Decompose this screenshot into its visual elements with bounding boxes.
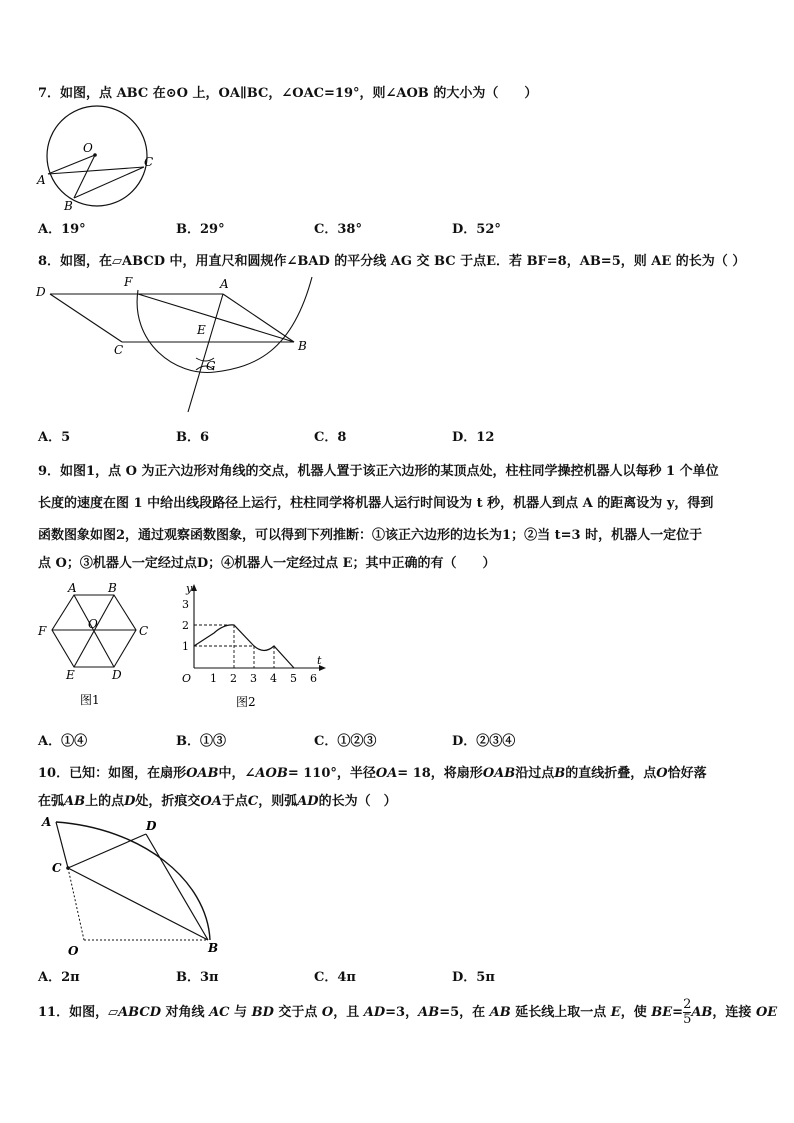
q11-text-21: ，连接 <box>712 1005 756 1020</box>
q9-function-curve <box>194 625 294 668</box>
q10-label-o: O <box>68 944 79 958</box>
q10-label-d: D <box>146 819 157 833</box>
q9-origin-label: O <box>182 672 192 685</box>
q10-text-1j: B <box>554 766 566 781</box>
q10-text-2b: AB <box>64 794 86 809</box>
q10-stem-line-2 <box>38 790 397 809</box>
q11-text-3: 对角线 <box>161 1005 210 1020</box>
q10-text-1m: 恰好落 <box>667 766 707 781</box>
q9-xtick-6: 6 <box>310 672 317 685</box>
q10-text-1f: OA <box>375 766 398 781</box>
q10-option-c: C．4π <box>314 970 356 985</box>
q11-text-20: AB <box>691 1005 713 1020</box>
q10-stem-line-1 <box>38 762 707 781</box>
q9-figure-2 <box>172 578 332 712</box>
q9-ytick-1: 1 <box>182 640 189 653</box>
q11-text-7: 交于点 <box>273 1005 322 1020</box>
q11-text-12: AB <box>418 1005 440 1020</box>
q7-figure <box>30 100 170 212</box>
q9-label-a: A <box>68 581 77 595</box>
q10-text-2i: ，则弧 <box>258 794 298 809</box>
q11-text-11: =3， <box>385 1005 419 1020</box>
q9-xtick-4: 4 <box>270 672 277 685</box>
q7-label-o: O <box>83 141 93 155</box>
q8-option-c: C．8 <box>314 430 347 445</box>
q9-label-f: F <box>38 624 47 638</box>
q11-text-16: E <box>610 1005 621 1020</box>
q10-segment-cd <box>68 834 146 868</box>
q10-option-d: D．5π <box>452 970 495 985</box>
q7-option-b: B．29° <box>176 222 225 237</box>
q7-option-a: A．19° <box>38 222 86 237</box>
q8-label-c: C <box>114 343 124 357</box>
q10-text-1a: 10．已知：如图，在扇形 <box>38 766 187 781</box>
q10-text-1b: OAB <box>186 766 219 781</box>
q10-text-1i: 沿过点 <box>515 766 555 781</box>
q11-text-22: OE <box>755 1005 778 1020</box>
q7-center-dot <box>93 153 97 157</box>
q7-segment-ob <box>74 155 95 198</box>
q11-text-4: AC <box>209 1005 230 1020</box>
q8-label-d: D <box>36 285 46 299</box>
q9-stem-line-3: 函数图象如图2，通过观察函数图象，可以得到下列推断：①该正六边形的边长为1；②当 t=3 时，机器人一定位于 <box>38 528 703 543</box>
q9-ytick-3: 3 <box>182 598 189 611</box>
q9-xtick-5: 5 <box>290 672 297 685</box>
q11-text-6: BD <box>251 1005 274 1020</box>
q11-text-13: =5，在 <box>439 1005 490 1020</box>
q9-y-axis-label: y <box>186 582 193 595</box>
q10-label-a: A <box>42 815 52 829</box>
q10-segment-co-dotted <box>68 868 84 940</box>
q9-option-c: C．①②③ <box>314 734 377 749</box>
q7-circle <box>47 106 147 206</box>
q11-text-14: AB <box>489 1005 511 1020</box>
q8-option-a: A．5 <box>38 430 71 445</box>
q9-stem-line-1: 9．如图1，点 O 为正六边形对角线的交点，机器人置于该正六边形的某顶点处，柱柱同学操控机器人以每秒 1 个单位 <box>38 464 719 479</box>
q10-point-c <box>66 866 70 870</box>
q8-option-d: D．12 <box>452 430 495 445</box>
q11-fraction-denominator: 5 <box>683 1012 692 1027</box>
q8-side-ab <box>223 294 294 342</box>
q11-text-8: O <box>321 1005 334 1020</box>
q10-text-2e: 处，折痕交 <box>135 794 201 809</box>
q10-text-2a: 在弧 <box>38 794 65 809</box>
q9-option-d: D．②③④ <box>452 734 516 749</box>
q9-stem-line-2: 长度的速度在图 1 中给出线段路径上运行，柱柱同学将机器人运行时间设为 t 秒，机器人到点 A 的距离设为 y，得到 <box>38 496 714 511</box>
q11-text-5: 与 <box>229 1005 252 1020</box>
q10-label-b: B <box>208 941 219 955</box>
q9-xtick-1: 1 <box>210 672 217 685</box>
q9-option-b: B．①③ <box>176 734 226 749</box>
q10-text-2h: C <box>247 794 259 809</box>
q7-option-d: D．52° <box>452 222 501 237</box>
q9-xtick-3: 3 <box>250 672 257 685</box>
q10-option-b: B．3π <box>176 970 219 985</box>
q8-construction-arc <box>137 277 312 372</box>
q11-text-10: AD <box>363 1005 386 1020</box>
q8-label-e: E <box>197 323 206 337</box>
q11-text-19: = <box>672 1005 684 1020</box>
q10-text-2d: D <box>124 794 136 809</box>
q7-label-b: B <box>64 199 73 212</box>
q7-label-c: C <box>144 155 154 169</box>
q11-text-18: BE <box>651 1005 673 1020</box>
q10-text-2f: OA <box>200 794 222 809</box>
q9-label-d: D <box>112 668 122 682</box>
q10-text-1k: 的直线折叠，点 <box>565 766 657 781</box>
q11-stem <box>38 998 777 1028</box>
q9-t-axis-label: t <box>317 654 322 667</box>
q9-label-c: C <box>139 624 149 638</box>
q8-label-b: B <box>298 339 307 353</box>
q11-text-2: ABCD <box>118 1005 162 1020</box>
q8-bisector-ag <box>188 294 223 412</box>
q8-label-f: F <box>124 275 133 289</box>
q8-figure <box>30 272 320 417</box>
q10-text-1d: AOB <box>255 766 288 781</box>
q9-label-o: O <box>88 617 98 631</box>
q8-side-cd <box>50 294 122 342</box>
q8-stem: 8．如图，在▱ABCD 中，用直尺和圆规作∠BAD 的平分线 AG 交 BC 于点E．若 BF=8，AB=5，则 AE 的长为（ ） <box>38 254 746 269</box>
q10-text-2j: AD <box>297 794 319 809</box>
q10-option-a: A．2π <box>38 970 80 985</box>
q11-text-1: 11．如图，▱ <box>38 1005 119 1020</box>
q11-text-15: 延长线上取一点 <box>510 1005 611 1020</box>
q10-text-2k: 的长为（ ） <box>318 794 397 809</box>
q8-label-g: G <box>206 359 216 373</box>
q9-label-b: B <box>108 581 117 595</box>
q7-option-c: C．38° <box>314 222 362 237</box>
q10-text-1c: 中，∠ <box>218 766 256 781</box>
q10-text-1g: = 18，将扇形 <box>397 766 483 781</box>
q9-label-e: E <box>66 668 75 682</box>
q10-text-1e: = 110°，半径 <box>287 766 376 781</box>
q10-figure <box>32 810 232 960</box>
q9-fig1-caption: 图1 <box>80 693 100 707</box>
q11-text-9: ，且 <box>333 1005 364 1020</box>
q9-option-a: A．①④ <box>38 734 88 749</box>
q11-text-17: ，使 <box>620 1005 652 1020</box>
q9-fig2-caption: 图2 <box>236 695 256 709</box>
q8-label-a: A <box>220 277 229 291</box>
q10-text-2c: 上的点 <box>85 794 125 809</box>
q9-figure-1 <box>32 580 162 710</box>
q9-ytick-2: 2 <box>182 619 189 632</box>
q9-stem-line-4: 点 O；③机器人一定经过点D；④机器人一定经过点 E；其中正确的有（ ） <box>38 556 496 571</box>
q9-xtick-2: 2 <box>230 672 237 685</box>
q10-text-1h: OAB <box>482 766 516 781</box>
q10-text-2g: 于点 <box>221 794 248 809</box>
q10-text-1l: O <box>656 766 668 781</box>
q7-stem: 7．如图，点 ABC 在⊙O 上，OA∥BC，∠OAC=19°，则∠AOB 的大小为（ ） <box>38 86 538 101</box>
q7-label-a: A <box>37 173 46 187</box>
q8-option-b: B．6 <box>176 430 210 445</box>
q11-fraction-numerator: 2 <box>683 997 692 1012</box>
q10-label-c: C <box>52 861 62 875</box>
